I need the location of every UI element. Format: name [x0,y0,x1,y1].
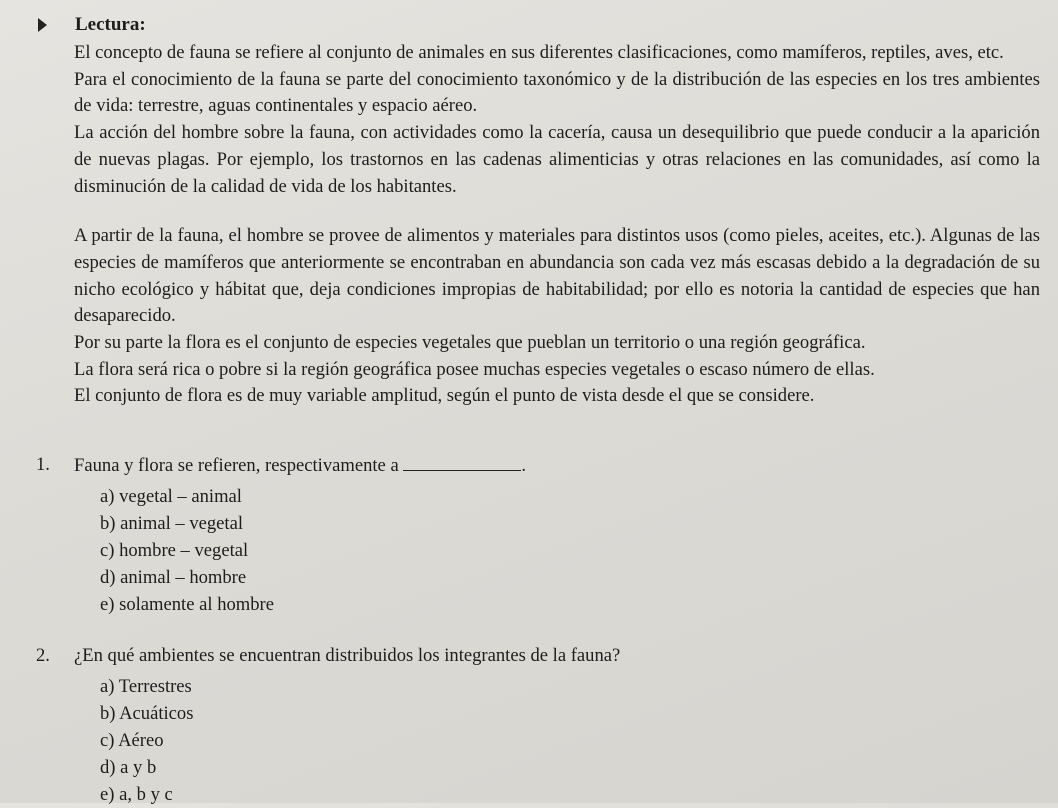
options-list [100,673,1036,808]
question-suffix: . [521,455,527,476]
paragraph: Para el conocimiento de la fauna se parte del conocimiento taxonómico y de la distribución de las especies en los tres ambientes de vida: terrestre, aguas continentales y espacio aéreo. [74,68,1040,117]
question-number: 2. [36,645,50,666]
reading-header [38,14,146,36]
paragraph: El conjunto de flora es de muy variable amplitud, según el punto de vista desde el que se considere. [74,385,815,407]
reading-text [74,40,1040,410]
reading-heading: Lectura: [75,14,146,35]
option-b[interactable]: b) animal – vegetal [100,513,244,534]
option-e[interactable]: e) a, b y c [100,784,173,805]
question-text: ¿En qué ambientes se encuentran distribuidos los integrantes de la fauna? [74,645,621,666]
question-text: Fauna y flora se refieren, respectivamente a [74,455,399,476]
option-c[interactable]: c) Aéreo [100,730,164,751]
question-2 [36,643,1036,808]
question-stem [36,452,1036,479]
paragraph: La flora será rica o pobre si la región geográfica posee muchas especies vegetales o escaso número de ellas. [74,358,875,380]
options-list [100,483,1036,618]
paragraph: Por su parte la flora es el conjunto de especies vegetales que pueblan un territorio o una región geográfica. [74,332,866,354]
option-b[interactable]: b) Acuáticos [100,703,194,724]
option-a[interactable]: a) Terrestres [100,676,192,697]
question-number: 1. [36,454,50,475]
paragraph: La acción del hombre sobre la fauna, con actividades como la cacería, causa un desequilibrio que puede conducir a la aparición de nuevas plagas. Por ejemplo, los trastornos en las cadenas alimenticias y otras relaciones en las comunidades, así como la disminución de la calidad de vida de los habitantes. [74,122,1040,197]
paragraph: El concepto de fauna se refiere al conjunto de animales en sus diferentes clasificaciones, como mamíferos, reptiles, aves, etc. [74,42,1004,63]
question-1 [36,452,1036,618]
option-a[interactable]: a) vegetal – animal [100,486,242,507]
triangle-bullet-icon [38,18,47,32]
option-c[interactable]: c) hombre – vegetal [100,540,249,561]
question-text-wrap [74,452,526,479]
option-e[interactable]: e) solamente al hombre [100,594,274,615]
option-d[interactable]: d) animal – hombre [100,567,247,588]
option-d[interactable]: d) a y b [100,757,157,778]
question-stem [36,643,1036,669]
answer-blank[interactable] [403,452,521,471]
paragraph: A partir de la fauna, el hombre se provee de alimentos y materiales para distintos usos (como pieles, aceites, etc.). Algunas de las especies de mamíferos que anteriormente se encontraban en abundancia son cada vez más escasas debido a la degradación de su nicho ecológico y hábitat que, deja condiciones impropias de habitabilidad; por ello es notoria la cantidad de especies que han desaparecido. [74,225,1040,327]
